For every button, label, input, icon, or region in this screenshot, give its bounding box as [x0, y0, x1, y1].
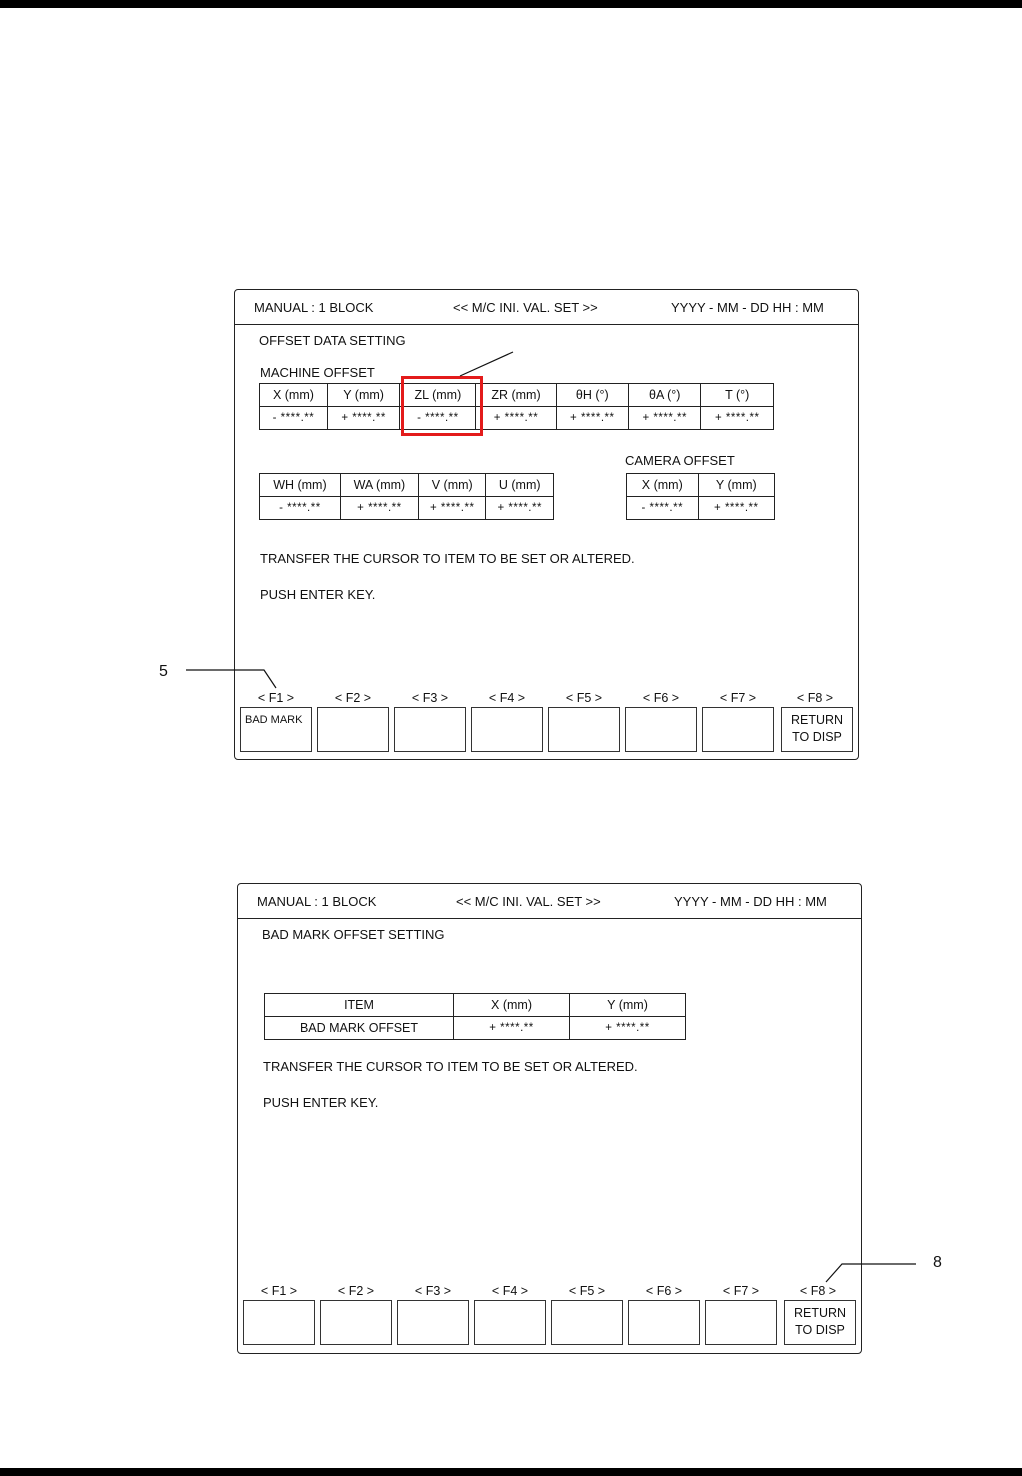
header-v: V (mm)	[418, 474, 486, 497]
value-v[interactable]: + ****.**	[418, 497, 486, 520]
fkey-label-f4: < F4 >	[488, 691, 526, 705]
value-zl[interactable]: - ****.**	[400, 407, 476, 430]
callout-8: 8	[933, 1254, 942, 1271]
value-wh[interactable]: - ****.**	[260, 497, 341, 520]
value-y[interactable]: + ****.**	[327, 407, 399, 430]
fkey-label-f8: < F8 >	[796, 691, 834, 705]
row-label-bad-mark-offset: BAD MARK OFFSET	[265, 1017, 454, 1040]
value-theta-a[interactable]: + ****.**	[629, 407, 701, 430]
return-label-line2: TO DISP	[792, 730, 842, 744]
header-x: X (mm)	[260, 384, 328, 407]
fkey-label-f1: < F1 >	[257, 691, 295, 705]
f8-leader-line	[826, 1264, 916, 1282]
fkey-label-f6: < F6 >	[645, 1284, 683, 1298]
bad-mark-button[interactable]: BAD MARK	[240, 707, 312, 752]
header-zr: ZR (mm)	[476, 384, 556, 407]
fkey-label-f8: < F8 >	[799, 1284, 837, 1298]
machine-offset-label: MACHINE OFFSET	[260, 365, 375, 380]
header-cam-x: X (mm)	[627, 474, 699, 497]
mode-label: MANUAL : 1 BLOCK	[257, 894, 377, 909]
header-theta-h: θH (°)	[556, 384, 628, 407]
datetime-label: YYYY - MM - DD HH : MM	[671, 300, 824, 315]
fkey-label-f3: < F3 >	[411, 691, 449, 705]
instruction-message: TRANSFER THE CURSOR TO ITEM TO BE SET OR ALTERED.	[263, 1059, 638, 1074]
fkey-label-f2: < F2 >	[334, 691, 372, 705]
enter-key-message: PUSH ENTER KEY.	[260, 587, 376, 602]
header-u: U (mm)	[486, 474, 554, 497]
value-cam-x[interactable]: - ****.**	[627, 497, 699, 520]
fkey-label-f2: < F2 >	[337, 1284, 375, 1298]
fkey-label-f3: < F3 >	[414, 1284, 452, 1298]
header-y: Y (mm)	[570, 994, 686, 1017]
return-label-line1: RETURN	[793, 1306, 847, 1320]
camera-offset-label: CAMERA OFFSET	[625, 453, 735, 468]
fkey-label-f7: < F7 >	[722, 1284, 760, 1298]
fkey-label-f7: < F7 >	[719, 691, 757, 705]
mode-label: MANUAL : 1 BLOCK	[254, 300, 374, 315]
return-label-line2: TO DISP	[795, 1323, 845, 1337]
enter-key-message: PUSH ENTER KEY.	[263, 1095, 379, 1110]
value-x[interactable]: - ****.**	[260, 407, 328, 430]
header-item: ITEM	[265, 994, 454, 1017]
header-x: X (mm)	[454, 994, 570, 1017]
return-label-line1: RETURN	[790, 713, 844, 727]
header-theta-a: θA (°)	[629, 384, 701, 407]
header-t: T (°)	[701, 384, 774, 407]
screen-title: << M/C INI. VAL. SET >>	[456, 894, 601, 909]
header-cam-y: Y (mm)	[698, 474, 774, 497]
header-wa: WA (mm)	[340, 474, 418, 497]
header-wh: WH (mm)	[260, 474, 341, 497]
fkey-label-f5: < F5 >	[568, 1284, 606, 1298]
header-zl: ZL (mm)	[400, 384, 476, 407]
value-theta-h[interactable]: + ****.**	[556, 407, 628, 430]
value-u[interactable]: + ****.**	[486, 497, 554, 520]
value-t[interactable]: + ****.**	[701, 407, 774, 430]
value-bad-mark-y[interactable]: + ****.**	[570, 1017, 686, 1040]
fkey-label-f6: < F6 >	[642, 691, 680, 705]
fkey-label-f4: < F4 >	[491, 1284, 529, 1298]
header-y: Y (mm)	[327, 384, 399, 407]
section-title: OFFSET DATA SETTING	[259, 333, 406, 348]
fkey-label-f5: < F5 >	[565, 691, 603, 705]
screen-title: << M/C INI. VAL. SET >>	[453, 300, 598, 315]
value-cam-y[interactable]: + ****.**	[698, 497, 774, 520]
value-bad-mark-x[interactable]: + ****.**	[454, 1017, 570, 1040]
value-wa[interactable]: + ****.**	[340, 497, 418, 520]
value-zr[interactable]: + ****.**	[476, 407, 556, 430]
fkey-label-f1: < F1 >	[260, 1284, 298, 1298]
callout-5: 5	[159, 663, 168, 680]
section-title: BAD MARK OFFSET SETTING	[262, 927, 445, 942]
datetime-label: YYYY - MM - DD HH : MM	[674, 894, 827, 909]
instruction-message: TRANSFER THE CURSOR TO ITEM TO BE SET OR ALTERED.	[260, 551, 635, 566]
